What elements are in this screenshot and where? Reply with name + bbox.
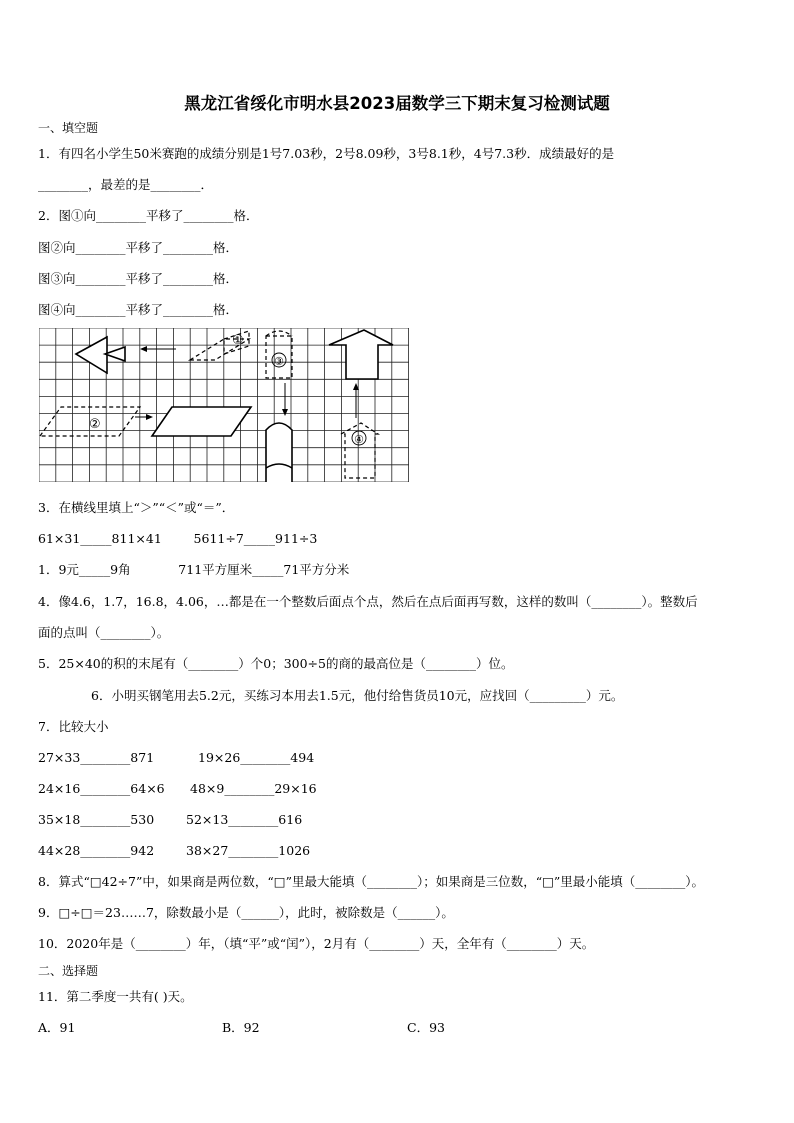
page-title: 黑龙江省绥化市明水县2023届数学三下期末复习检测试题 — [184, 94, 610, 113]
question-4-line1: 4．像4.6，1.7，16.8，4.06，…都是在一个整数后面点个点，然后在点后面再写数，这样的数叫（________）。整数后 — [38, 594, 698, 609]
question-2-line2: 图②向________平移了________格． — [38, 240, 239, 255]
section-choice-heading: 二、选择题 — [38, 964, 99, 978]
compare-row-4-left: 44×28________942 — [38, 843, 155, 858]
compare-row-2-left: 24×16________64×6 — [38, 781, 165, 796]
compare-row-1-right: 19×26________494 — [198, 750, 315, 765]
question-3-row2: 1．9元_____9角 711平方厘米_____71平方分米 — [38, 562, 350, 577]
question-3-row1: 61×31_____811×41 5611÷7_____911÷3 — [38, 531, 318, 546]
figure-label-1: ① — [232, 333, 244, 348]
option-a: A．91 — [38, 1020, 76, 1035]
question-1-line1: 1．有四名小学生50米赛跑的成绩分别是1号7.03秒，2号8.09秒，3号8.1秒，4号7.3秒．成绩最好的是 — [38, 146, 615, 161]
figure-label-3: ③ — [274, 355, 284, 368]
compare-row-1-left: 27×33________871 — [38, 750, 155, 765]
question-2-line4: 图④向________平移了________格． — [38, 302, 239, 317]
option-b: B．92 — [222, 1020, 260, 1035]
figure-label-2: ② — [89, 417, 101, 432]
question-10: 10．2020年是（________）年，（填“平”或“闰”），2月有（________）天，全年有（________）天。 — [38, 936, 595, 951]
question-1-line2: ________，最差的是________． — [38, 177, 214, 192]
question-4-line2: 面的点叫（________）。 — [38, 625, 170, 640]
compare-row-3-left: 35×18________530 — [38, 812, 155, 827]
compare-row-3-right: 52×13________616 — [186, 812, 303, 827]
translation-grid-figure — [39, 328, 409, 482]
compare-row-2-right: 48×9________29×16 — [190, 781, 317, 796]
question-2-line3: 图③向________平移了________格． — [38, 271, 239, 286]
question-3-prompt: 3．在横线里填上“＞”“＜”或“＝”． — [38, 500, 235, 515]
question-2-line1: 2．图①向________平移了________格． — [38, 208, 259, 223]
section-fill-in-heading: 一、填空题 — [38, 121, 99, 135]
compare-row-4-right: 38×27________1026 — [186, 843, 311, 858]
question-6: 6．小明买钢笔用去5.2元，买练习本用去1.5元，他付给售货员10元，应找回（_________）元。 — [91, 688, 624, 703]
question-11: 11．第二季度一共有( )天。 — [38, 989, 193, 1004]
question-7-prompt: 7．比较大小 — [38, 719, 109, 734]
figure-label-4: ④ — [354, 433, 364, 446]
question-5: 5．25×40的积的末尾有（________）个0；300÷5的商的最高位是（________）位。 — [38, 656, 514, 671]
option-c: C．93 — [407, 1020, 445, 1035]
question-8: 8．算式“□42÷7”中，如果商是两位数，“□”里最大能填（________）；如果商是三位数，“□”里最小能填（________）。 — [38, 874, 705, 889]
question-9: 9．□÷□＝23……7，除数最小是（______），此时，被除数是（______）。 — [38, 905, 454, 920]
